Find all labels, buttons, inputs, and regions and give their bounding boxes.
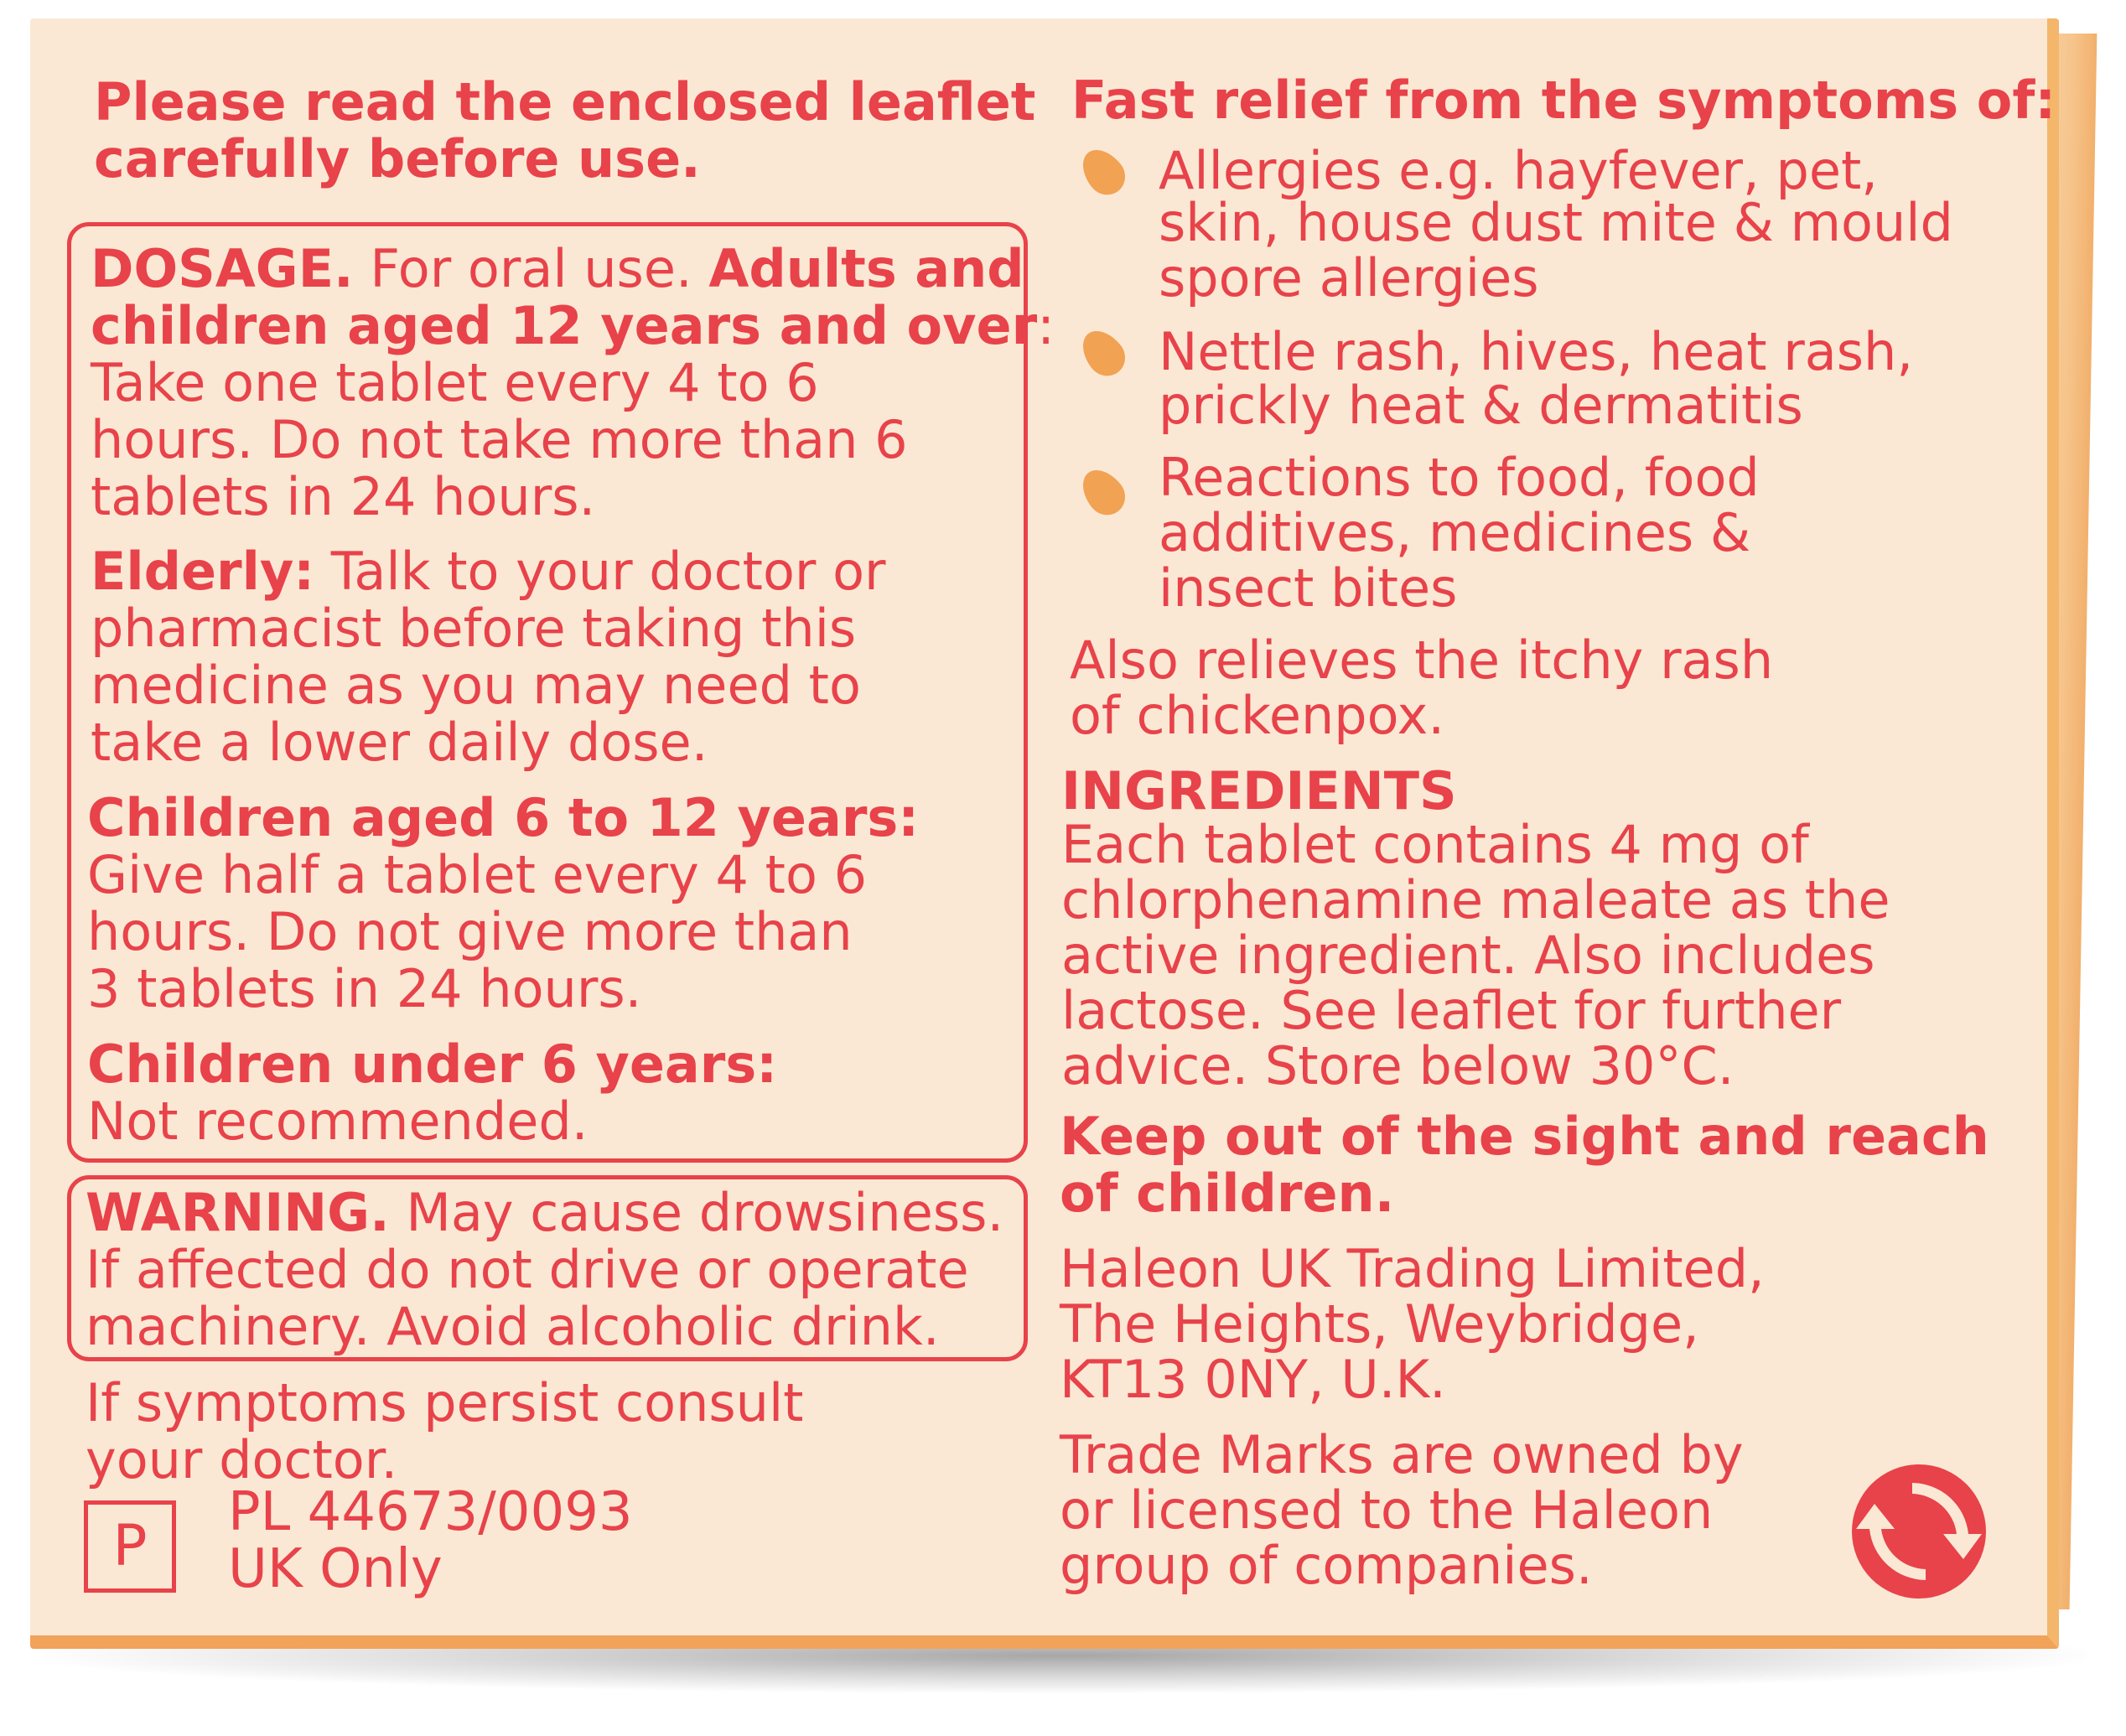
address-line-3: KT13 0NY, U.K. <box>1060 1349 1446 1410</box>
warning-line-2: If affected do not drive or operate <box>86 1239 969 1300</box>
elderly-line-1 <box>91 543 886 600</box>
keep-out-line-1: Keep out of the sight and reach <box>1060 1106 1989 1167</box>
children-line-2: Give half a tablet every 4 to 6 <box>87 844 868 905</box>
intro-line-1: Please read the enclosed leaflet <box>94 71 1036 132</box>
dosage-line-4: hours. Do not take more than 6 <box>91 409 908 470</box>
recycling-mark-icon <box>1848 1460 1990 1603</box>
symptoms-heading: Fast relief from the symptoms of: <box>1071 70 2056 131</box>
elderly-text: Talk to your doctor or <box>314 541 886 602</box>
ingredients-line-5: advice. Store below 30°C. <box>1061 1035 1735 1096</box>
address-line-1: Haleon UK Trading Limited, <box>1060 1238 1765 1299</box>
elderly-line-4: take a lower daily dose. <box>91 712 708 773</box>
symptom-2-line-1: Nettle rash, hives, heat rash, <box>1159 321 1914 382</box>
symptom-3-line-2: additives, medicines & <box>1159 502 1751 563</box>
ingredients-line-4: lactose. See leaflet for further <box>1061 980 1842 1041</box>
also-line-2: of chickenpox. <box>1070 685 1445 746</box>
symptom-1-line-2: skin, house dust mite & mould <box>1159 192 1953 253</box>
licence-number: PL 44673/0093 <box>228 1481 633 1543</box>
ingredients-line-1: Each tablet contains 4 mg of <box>1061 814 1809 875</box>
also-line-1: Also relieves the itchy rash <box>1070 630 1774 691</box>
symptom-2-line-2: prickly heat & dermatitis <box>1159 375 1803 436</box>
trademarks-line-3: group of companies. <box>1060 1535 1593 1596</box>
warning-line-1 <box>86 1184 1003 1241</box>
dosage-oral: For oral use. <box>353 238 709 299</box>
keep-out-line-2: of children. <box>1060 1163 1395 1224</box>
dosage-label: DOSAGE. <box>91 238 354 299</box>
ingredients-line-3: active ingredient. Also includes <box>1061 925 1875 986</box>
children-heading: Children aged 6 to 12 years: <box>87 787 920 848</box>
symptom-3-line-3: insect bites <box>1159 557 1458 619</box>
warning-label: WARNING. <box>86 1182 390 1243</box>
dosage-colon: : <box>1037 295 1055 356</box>
children-line-3: hours. Do not give more than <box>87 901 853 962</box>
dosage-line-5: tablets in 24 hours. <box>91 466 596 527</box>
symptom-1-line-1: Allergies e.g. hayfever, pet, <box>1159 140 1878 201</box>
warning-text: May cause drowsiness. <box>389 1182 1004 1243</box>
trademarks-line-2: or licensed to the Haleon <box>1060 1479 1714 1541</box>
elderly-line-2: pharmacist before taking this <box>91 598 857 659</box>
dosage-line-2 <box>91 295 1055 356</box>
symptom-3-line-1: Reactions to food, food <box>1159 447 1760 508</box>
under6-line-2: Not recommended. <box>87 1091 589 1152</box>
intro-line-2: carefully before use. <box>94 128 701 189</box>
dosage-adults: Adults and <box>708 238 1024 299</box>
dosage-children-12: children aged 12 years and over <box>91 295 1038 356</box>
licence-region: UK Only <box>228 1538 443 1600</box>
address-line-2: The Heights, Weybridge, <box>1060 1293 1699 1355</box>
under6-heading: Children under 6 years: <box>87 1034 778 1095</box>
dosage-line-3: Take one tablet every 4 to 6 <box>91 352 819 413</box>
dosage-line-1 <box>91 238 1024 299</box>
children-line-4: 3 tablets in 24 hours. <box>87 958 642 1019</box>
ingredients-heading: INGREDIENTS <box>1061 760 1457 821</box>
warning-line-3: machinery. Avoid alcoholic drink. <box>86 1296 940 1357</box>
elderly-label: Elderly: <box>91 541 315 602</box>
trademarks-line-1: Trade Marks are owned by <box>1060 1424 1744 1485</box>
symptom-1-line-3: spore allergies <box>1159 247 1539 308</box>
ingredients-line-2: chlorphenamine maleate as the <box>1061 869 1890 930</box>
persist-line-2: your doctor. <box>86 1429 398 1490</box>
elderly-line-3: medicine as you may need to <box>91 655 861 716</box>
persist-line-1: If symptoms persist consult <box>86 1372 804 1433</box>
pharmacy-only-badge: P <box>84 1500 176 1593</box>
